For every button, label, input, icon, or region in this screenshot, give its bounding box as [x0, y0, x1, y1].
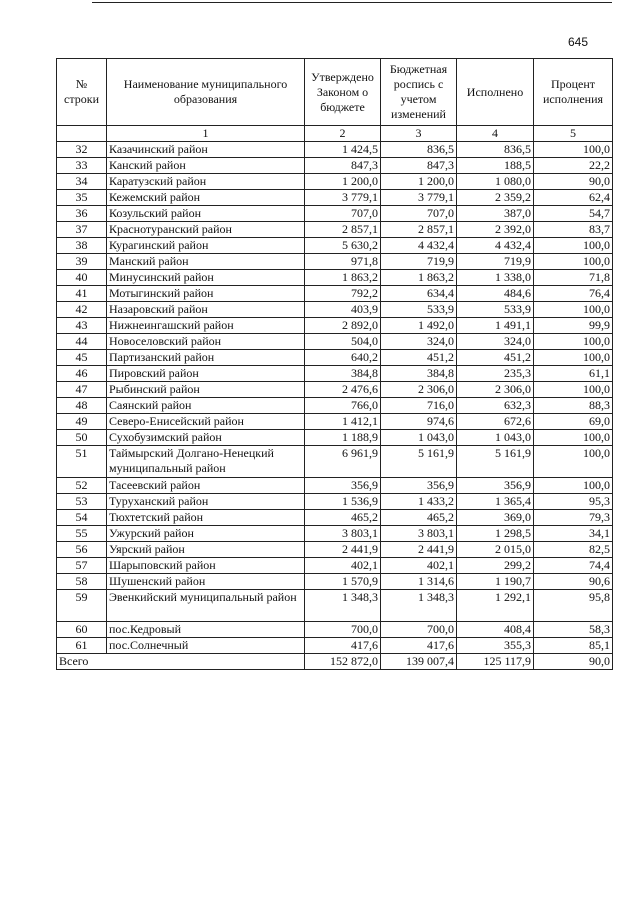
- percent-value: 34,1: [534, 526, 613, 542]
- percent-value: 100,0: [534, 350, 613, 366]
- executed-value: 4 432,4: [457, 238, 534, 254]
- column-number: [57, 126, 107, 142]
- municipality-name: Саянский район: [107, 398, 305, 414]
- row-number: 40: [57, 270, 107, 286]
- row-number: 33: [57, 158, 107, 174]
- municipality-name: Казачинский район: [107, 142, 305, 158]
- table-row: [57, 494, 613, 510]
- percent-value: 100,0: [534, 430, 613, 446]
- revised-value: 402,1: [381, 558, 457, 574]
- municipality-name: Мотыгинский район: [107, 286, 305, 302]
- row-number: 58: [57, 574, 107, 590]
- approved-value: 971,8: [305, 254, 381, 270]
- table-row: [57, 574, 613, 590]
- approved-value: 766,0: [305, 398, 381, 414]
- revised-value: 384,8: [381, 366, 457, 382]
- percent-value: 82,5: [534, 542, 613, 558]
- executed-value: 1 292,1: [457, 590, 534, 622]
- approved-value: 1 412,1: [305, 414, 381, 430]
- page-number: 645: [568, 35, 589, 49]
- revised-value: 5 161,9: [381, 446, 457, 478]
- municipality-name: Таймырский Долгано-Ненецкий муниципальный район: [107, 446, 305, 478]
- row-number: 54: [57, 510, 107, 526]
- executed-value: 1 043,0: [457, 430, 534, 446]
- table-row: [57, 350, 613, 366]
- percent-value: 100,0: [534, 478, 613, 494]
- table-row: [57, 174, 613, 190]
- executed-value: 836,5: [457, 142, 534, 158]
- percent-value: 100,0: [534, 382, 613, 398]
- revised-value: 417,6: [381, 638, 457, 654]
- row-number: 51: [57, 446, 107, 478]
- municipality-name: Туруханский район: [107, 494, 305, 510]
- approved-value: 2 441,9: [305, 542, 381, 558]
- executed-value: 632,3: [457, 398, 534, 414]
- executed-value: 387,0: [457, 206, 534, 222]
- revised-value: 719,9: [381, 254, 457, 270]
- percent-value: 95,8: [534, 590, 613, 622]
- revised-value: 1 433,2: [381, 494, 457, 510]
- table-row: [57, 286, 613, 302]
- municipality-name: Каратузский район: [107, 174, 305, 190]
- approved-value: 402,1: [305, 558, 381, 574]
- row-number: 42: [57, 302, 107, 318]
- percent-value: 83,7: [534, 222, 613, 238]
- municipality-name: Тасеевский район: [107, 478, 305, 494]
- executed-value: 451,2: [457, 350, 534, 366]
- municipality-name: пос.Кедровый: [107, 622, 305, 638]
- approved-value: 465,2: [305, 510, 381, 526]
- percent-value: 99,9: [534, 318, 613, 334]
- approved-value: 3 803,1: [305, 526, 381, 542]
- approved-value: 417,6: [305, 638, 381, 654]
- municipality-name: Сухобузимский район: [107, 430, 305, 446]
- percent-value: 100,0: [534, 446, 613, 478]
- table-row: [57, 366, 613, 382]
- executed-value: 369,0: [457, 510, 534, 526]
- table-row: [57, 222, 613, 238]
- row-number: 61: [57, 638, 107, 654]
- percent-value: 79,3: [534, 510, 613, 526]
- approved-value: 504,0: [305, 334, 381, 350]
- revised-value: 1 200,0: [381, 174, 457, 190]
- municipality-name: пос.Солнечный: [107, 638, 305, 654]
- municipality-name: Кежемский район: [107, 190, 305, 206]
- table-row: [57, 206, 613, 222]
- top-rule: [92, 2, 612, 3]
- header-executed: Исполнено: [457, 59, 534, 126]
- revised-value: 1 314,6: [381, 574, 457, 590]
- header-num: № строки: [57, 59, 107, 126]
- approved-value: 792,2: [305, 286, 381, 302]
- executed-value: 2 015,0: [457, 542, 534, 558]
- revised-value: 634,4: [381, 286, 457, 302]
- table-row: [57, 638, 613, 654]
- executed-value: 2 392,0: [457, 222, 534, 238]
- percent-value: 90,0: [534, 174, 613, 190]
- approved-value: 356,9: [305, 478, 381, 494]
- executed-value: 1 338,0: [457, 270, 534, 286]
- municipality-name: Эвенкийский муниципальный район: [107, 590, 305, 622]
- executed-value: 324,0: [457, 334, 534, 350]
- municipality-name: Курагинский район: [107, 238, 305, 254]
- approved-value: 1 424,5: [305, 142, 381, 158]
- percent-value: 22,2: [534, 158, 613, 174]
- revised-value: 707,0: [381, 206, 457, 222]
- executed-value: 533,9: [457, 302, 534, 318]
- revised-value: 1 348,3: [381, 590, 457, 622]
- table-body: [57, 142, 613, 654]
- municipality-name: Манский район: [107, 254, 305, 270]
- municipality-name: Шарыповский район: [107, 558, 305, 574]
- row-number: 44: [57, 334, 107, 350]
- total-row: [57, 654, 613, 670]
- table-row: [57, 542, 613, 558]
- table-row: [57, 382, 613, 398]
- revised-value: 1 043,0: [381, 430, 457, 446]
- revised-value: 836,5: [381, 142, 457, 158]
- row-number: 38: [57, 238, 107, 254]
- approved-value: 700,0: [305, 622, 381, 638]
- revised-value: 2 857,1: [381, 222, 457, 238]
- approved-value: 2 857,1: [305, 222, 381, 238]
- revised-value: 1 863,2: [381, 270, 457, 286]
- executed-value: 5 161,9: [457, 446, 534, 478]
- approved-value: 2 892,0: [305, 318, 381, 334]
- revised-value: 451,2: [381, 350, 457, 366]
- row-number: 37: [57, 222, 107, 238]
- table-row: [57, 318, 613, 334]
- approved-value: 6 961,9: [305, 446, 381, 478]
- executed-value: 235,3: [457, 366, 534, 382]
- column-number: 3: [381, 126, 457, 142]
- approved-value: 1 863,2: [305, 270, 381, 286]
- column-number: 2: [305, 126, 381, 142]
- header-percent: Процент исполнения: [534, 59, 613, 126]
- municipality-name: Тюхтетский район: [107, 510, 305, 526]
- revised-value: 1 492,0: [381, 318, 457, 334]
- municipality-name: Шушенский район: [107, 574, 305, 590]
- table-row: [57, 590, 613, 622]
- column-number: 4: [457, 126, 534, 142]
- revised-value: 974,6: [381, 414, 457, 430]
- row-number: 60: [57, 622, 107, 638]
- total-percent: 90,0: [534, 654, 613, 670]
- row-number: 48: [57, 398, 107, 414]
- table-row: [57, 238, 613, 254]
- row-number: 46: [57, 366, 107, 382]
- table-row: [57, 446, 613, 478]
- table-row: [57, 270, 613, 286]
- revised-value: 324,0: [381, 334, 457, 350]
- row-number: 49: [57, 414, 107, 430]
- percent-value: 100,0: [534, 302, 613, 318]
- row-number: 36: [57, 206, 107, 222]
- revised-value: 356,9: [381, 478, 457, 494]
- percent-value: 76,4: [534, 286, 613, 302]
- municipality-name: Рыбинский район: [107, 382, 305, 398]
- budget-table: [56, 58, 613, 670]
- percent-value: 71,8: [534, 270, 613, 286]
- revised-value: 2 306,0: [381, 382, 457, 398]
- row-number: 50: [57, 430, 107, 446]
- table-row: [57, 478, 613, 494]
- revised-value: 3 779,1: [381, 190, 457, 206]
- approved-value: 3 779,1: [305, 190, 381, 206]
- table-row: [57, 558, 613, 574]
- revised-value: 847,3: [381, 158, 457, 174]
- municipality-name: Партизанский район: [107, 350, 305, 366]
- column-number-row: [57, 126, 613, 142]
- revised-value: 2 441,9: [381, 542, 457, 558]
- executed-value: 719,9: [457, 254, 534, 270]
- table-row: [57, 158, 613, 174]
- row-number: 41: [57, 286, 107, 302]
- approved-value: 847,3: [305, 158, 381, 174]
- municipality-name: Уярский район: [107, 542, 305, 558]
- executed-value: 1 365,4: [457, 494, 534, 510]
- approved-value: 1 536,9: [305, 494, 381, 510]
- municipality-name: Краснотуранский район: [107, 222, 305, 238]
- table-row: [57, 414, 613, 430]
- row-number: 56: [57, 542, 107, 558]
- table-row: [57, 510, 613, 526]
- approved-value: 2 476,6: [305, 382, 381, 398]
- row-number: 53: [57, 494, 107, 510]
- table-header-row: [57, 59, 613, 126]
- table-row: [57, 334, 613, 350]
- executed-value: 408,4: [457, 622, 534, 638]
- percent-value: 62,4: [534, 190, 613, 206]
- row-number: 55: [57, 526, 107, 542]
- row-number: 57: [57, 558, 107, 574]
- percent-value: 100,0: [534, 334, 613, 350]
- revised-value: 533,9: [381, 302, 457, 318]
- table-row: [57, 302, 613, 318]
- approved-value: 1 348,3: [305, 590, 381, 622]
- total-approved: 152 872,0: [305, 654, 381, 670]
- percent-value: 85,1: [534, 638, 613, 654]
- approved-value: 403,9: [305, 302, 381, 318]
- table-row: [57, 254, 613, 270]
- total-revised: 139 007,4: [381, 654, 457, 670]
- executed-value: 1 080,0: [457, 174, 534, 190]
- row-number: 45: [57, 350, 107, 366]
- revised-value: 3 803,1: [381, 526, 457, 542]
- municipality-name: Канский район: [107, 158, 305, 174]
- revised-value: 465,2: [381, 510, 457, 526]
- percent-value: 69,0: [534, 414, 613, 430]
- percent-value: 61,1: [534, 366, 613, 382]
- percent-value: 54,7: [534, 206, 613, 222]
- percent-value: 58,3: [534, 622, 613, 638]
- approved-value: 707,0: [305, 206, 381, 222]
- approved-value: 640,2: [305, 350, 381, 366]
- table-row: [57, 142, 613, 158]
- row-number: 34: [57, 174, 107, 190]
- executed-value: 1 298,5: [457, 526, 534, 542]
- approved-value: 1 200,0: [305, 174, 381, 190]
- municipality-name: Пировский район: [107, 366, 305, 382]
- percent-value: 100,0: [534, 254, 613, 270]
- municipality-name: Новоселовский район: [107, 334, 305, 350]
- executed-value: 299,2: [457, 558, 534, 574]
- header-approved: Утверждено Законом о бюджете: [305, 59, 381, 126]
- approved-value: 1 570,9: [305, 574, 381, 590]
- executed-value: 188,5: [457, 158, 534, 174]
- header-revised: Бюджетная роспись с учетом изменений: [381, 59, 457, 126]
- executed-value: 672,6: [457, 414, 534, 430]
- table-row: [57, 398, 613, 414]
- header-name: Наименование муниципального образования: [107, 59, 305, 126]
- column-number: 1: [107, 126, 305, 142]
- table-row: [57, 526, 613, 542]
- executed-value: 1 491,1: [457, 318, 534, 334]
- approved-value: 5 630,2: [305, 238, 381, 254]
- row-number: 43: [57, 318, 107, 334]
- percent-value: 100,0: [534, 142, 613, 158]
- row-number: 39: [57, 254, 107, 270]
- revised-value: 716,0: [381, 398, 457, 414]
- percent-value: 74,4: [534, 558, 613, 574]
- executed-value: 356,9: [457, 478, 534, 494]
- approved-value: 384,8: [305, 366, 381, 382]
- executed-value: 2 359,2: [457, 190, 534, 206]
- table-row: [57, 430, 613, 446]
- municipality-name: Назаровский район: [107, 302, 305, 318]
- table-row: [57, 622, 613, 638]
- executed-value: 484,6: [457, 286, 534, 302]
- percent-value: 95,3: [534, 494, 613, 510]
- percent-value: 100,0: [534, 238, 613, 254]
- table-row: [57, 190, 613, 206]
- column-number: 5: [534, 126, 613, 142]
- percent-value: 90,6: [534, 574, 613, 590]
- total-label: Всего: [57, 654, 305, 670]
- municipality-name: Козульский район: [107, 206, 305, 222]
- municipality-name: Минусинский район: [107, 270, 305, 286]
- executed-value: 1 190,7: [457, 574, 534, 590]
- revised-value: 4 432,4: [381, 238, 457, 254]
- percent-value: 88,3: [534, 398, 613, 414]
- row-number: 59: [57, 590, 107, 622]
- executed-value: 2 306,0: [457, 382, 534, 398]
- row-number: 47: [57, 382, 107, 398]
- municipality-name: Северо-Енисейский район: [107, 414, 305, 430]
- approved-value: 1 188,9: [305, 430, 381, 446]
- executed-value: 355,3: [457, 638, 534, 654]
- row-number: 52: [57, 478, 107, 494]
- municipality-name: Ужурский район: [107, 526, 305, 542]
- row-number: 35: [57, 190, 107, 206]
- row-number: 32: [57, 142, 107, 158]
- total-executed: 125 117,9: [457, 654, 534, 670]
- municipality-name: Нижнеингашский район: [107, 318, 305, 334]
- revised-value: 700,0: [381, 622, 457, 638]
